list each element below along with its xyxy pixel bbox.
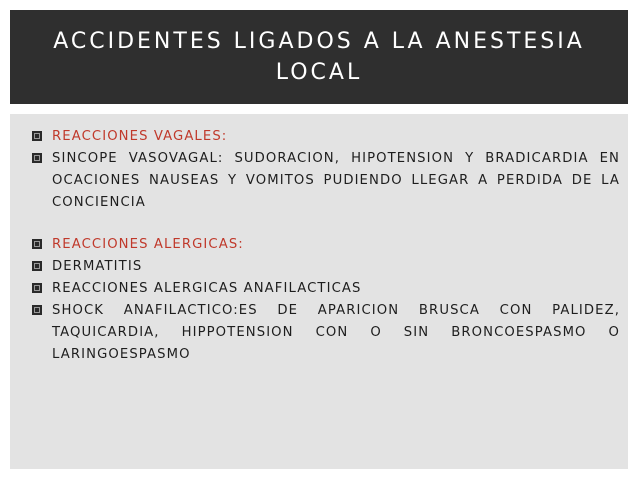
title-bar: [10, 10, 628, 104]
bullet-item: [32, 300, 620, 366]
square-bullet-icon: [32, 305, 42, 315]
square-bullet-icon: [32, 261, 42, 271]
bullet-item: [32, 256, 620, 278]
bullet-item: [32, 278, 620, 300]
bullet-item: [32, 126, 620, 148]
slide: [10, 10, 628, 469]
square-bullet-icon: [32, 283, 42, 293]
bullet-text: REACCIONES VAGALES:: [52, 129, 228, 144]
square-bullet-icon: [32, 239, 42, 249]
square-bullet-icon: [32, 153, 42, 163]
bullet-text: REACCIONES ALERGICAS ANAFILACTICAS: [52, 281, 362, 296]
bullet-list: [32, 126, 620, 366]
bullet-text: SINCOPE VASOVAGAL: SUDORACION, HIPOTENSION Y BRADICARDIA EN OCACIONES NAUSEAS Y VOMITOS PUDIENDO LLEGAR A PERDIDA DE LA CONCIENCIA: [52, 151, 620, 210]
bullet-text: REACCIONES ALERGICAS:: [52, 237, 244, 252]
bullet-item: [32, 148, 620, 214]
bullet-text: DERMATITIS: [52, 259, 143, 274]
square-bullet-icon: [32, 131, 42, 141]
slide-title: ACCIDENTES LIGADOS A LA ANESTESIA LOCAL: [53, 29, 585, 85]
bullet-text: SHOCK ANAFILACTICO:ES DE APARICION BRUSCA CON PALIDEZ, TAQUICARDIA, HIPPOTENSION CON O SIN BRONCOESPASMO O LARINGOESPASMO: [52, 303, 620, 362]
bullet-item: [32, 234, 620, 256]
content-area: [10, 114, 628, 469]
